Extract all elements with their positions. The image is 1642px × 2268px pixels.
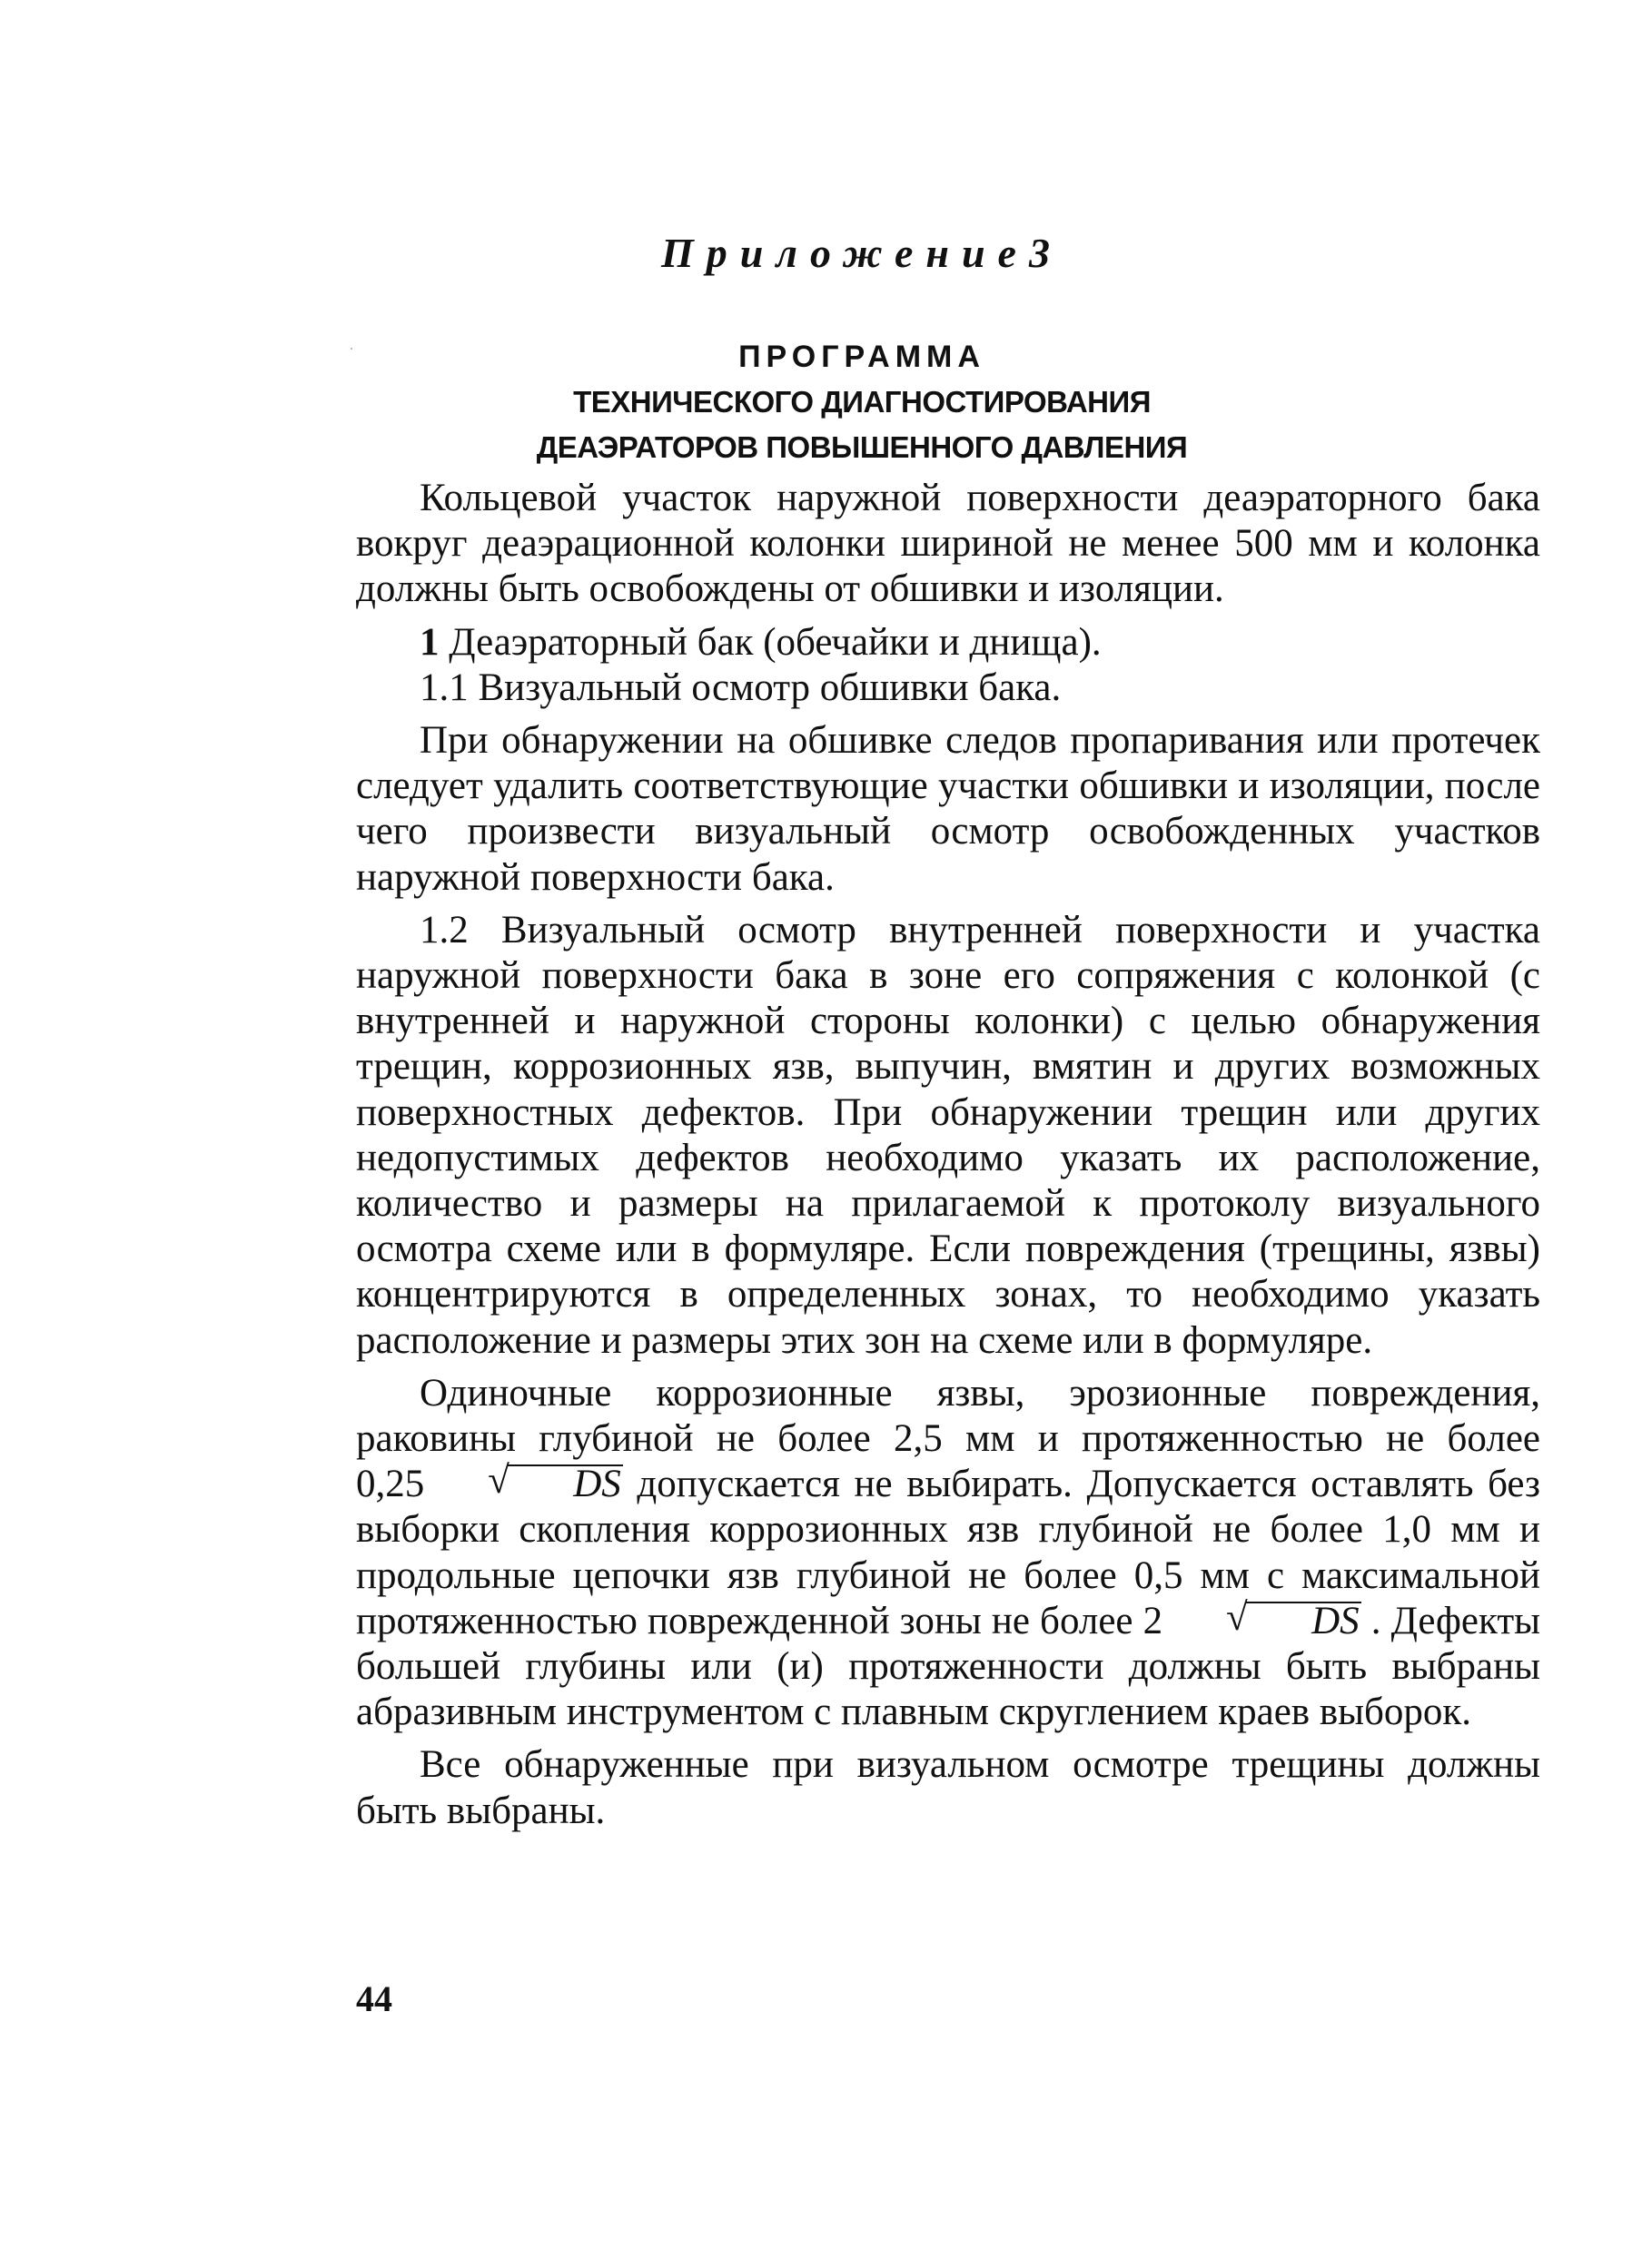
radical-sign: √: [488, 1459, 509, 1503]
paragraph-corrosion: [356, 1371, 1540, 1736]
section-1-title: Деаэраторный бак (обечайки и днища).: [439, 620, 1102, 664]
formula-1-radicand: DS: [508, 1464, 623, 1503]
paragraph-intro: Кольцевой участок наружной поверхности деаэраторного бака вокруг деаэрационной колонки шириной не менее 500 мм и колонка должны быть освобождены от обшивки и изоляции.: [356, 477, 1540, 611]
heading-line-1: ПРОГРАММА: [738, 340, 985, 374]
heading-line-2: ТЕХНИЧЕСКОГО ДИАГНОСТИРОВАНИЯ: [573, 385, 1151, 419]
formula-2-coefficient: 2: [1142, 1599, 1163, 1642]
appendix-title: Приложение3: [661, 230, 1063, 276]
page-number: 44: [356, 1978, 392, 2019]
corrosion-text-a: Одиночные коррозионные язвы, эрозионные повреждения, раковины глубиной не более 2,5 мм и протяженностью не более: [356, 1371, 1540, 1461]
formula-2: [1142, 1595, 1361, 1642]
heading-line-3: ДЕАЭРАТОРОВ ПОВЫШЕННОГО ДАВЛЕНИЯ: [536, 430, 1188, 464]
sqrt-symbol: [424, 1459, 623, 1507]
paragraph-insulation: При обнаружении на обшивке следов пропаривания или протечек следует удалить соответствующие участки обшивки и изоляции, после чего произвести визуальный осмотр освобожденных участков наружной поверхности бака.: [356, 719, 1540, 899]
paragraph-section-1-1: 1.1 Визуальный осмотр обшивки бака.: [420, 666, 1062, 709]
corrosion-text-b: допускается не выбирать. Допускается оставлять без выборки скопления коррозионных язв глубиной не более 1,0 мм и продольные цепочки язв глубиной не более 0,5 мм с максимальной протяженностью поврежденной зоны не более: [356, 1463, 1540, 1642]
paragraph-cracks: Все обнаруженные при визуальном осмотре трещины должны быть выбраны.: [356, 1743, 1540, 1832]
paragraph-section-1-2: 1.2 Визуальный осмотр внутренней поверхности и участка наружной поверхности бака в зоне его сопряжения с колонкой (с внутренней и наружной стороны колонки) с целью обнаружения трещин, коррозионных язв, выпучин, вмятин и других возможных поверхностных дефектов. При обнаружении трещин или других недопустимых дефектов необходимо указать их расположение, количество и размеры на прилагаемой к протоколу визуального осмотра схеме или в формуляре. Если повреждения (трещины, язвы) концентрируются в определенных зонах, то необходимо указать расположение и размеры этих зон на схеме или в формуляре.: [356, 908, 1540, 1362]
section-number: 1: [420, 620, 440, 664]
formula-1: [356, 1459, 623, 1506]
formula-1-coefficient: 0,25: [356, 1463, 425, 1506]
corrosion-text-c: . Дефекты большей глубины или (и) протяженности должны быть выбраны абразивным инструментом с плавным скруглением краев выборок.: [356, 1599, 1540, 1734]
body-text: [356, 476, 1540, 1834]
paragraph-section-1: [356, 620, 1540, 666]
formula-2-radicand: DS: [1246, 1602, 1361, 1640]
program-heading: [0, 334, 1642, 470]
sqrt-symbol: [1162, 1595, 1361, 1644]
radical-sign: √: [1226, 1595, 1248, 1639]
